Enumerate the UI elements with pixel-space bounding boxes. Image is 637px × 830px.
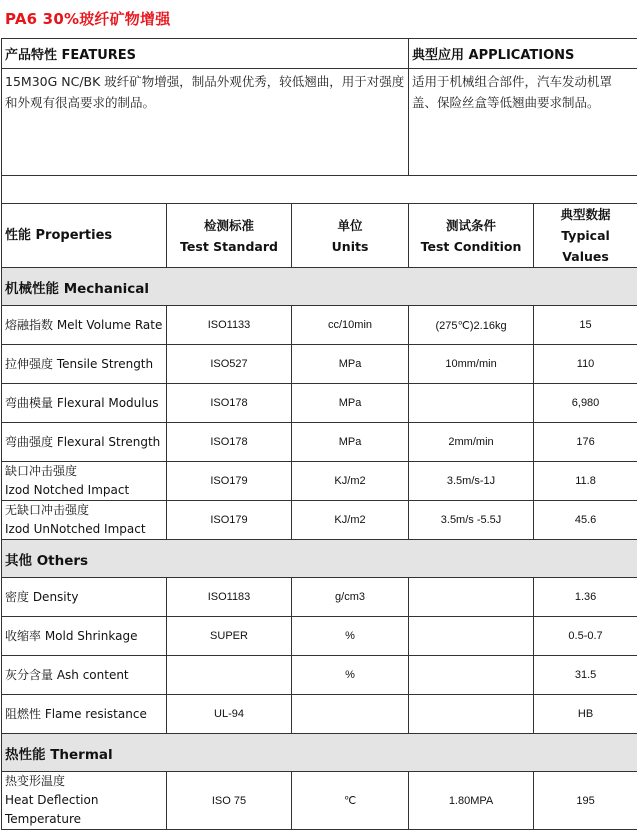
unit-cell: g/cm3 — [292, 578, 409, 617]
col-standard-cn: 检测标准 — [170, 215, 288, 236]
value-cell: 11.8 — [534, 462, 637, 501]
unit-cell: cc/10min — [292, 306, 409, 345]
column-header-row — [2, 204, 637, 268]
unit-cell: % — [292, 656, 409, 695]
section-body-row — [2, 69, 637, 176]
standard-cell: ISO1133 — [167, 306, 292, 345]
property-line: Temperature — [5, 810, 163, 829]
property-line: 热变形温度 — [5, 772, 163, 791]
value-cell: 195 — [534, 772, 637, 830]
condition-cell: 3.5m/s-1J — [409, 462, 534, 501]
value-cell: 110 — [534, 345, 637, 384]
property-line: 弯曲模量 Flexural Modulus — [5, 394, 163, 413]
datasheet-table — [1, 38, 637, 830]
table-row — [2, 656, 637, 695]
col-value-cn: 典型数据 — [537, 204, 634, 225]
property-cell — [2, 695, 167, 734]
col-standard-en: Test Standard — [170, 236, 288, 257]
value-cell: 31.5 — [534, 656, 637, 695]
property-line: 无缺口冲击强度 — [5, 501, 163, 520]
property-line: 缺口冲击强度 — [5, 462, 163, 481]
table-row — [2, 772, 637, 830]
section-header-row — [2, 39, 637, 69]
table-row — [2, 578, 637, 617]
value-cell: 0.5-0.7 — [534, 617, 637, 656]
table-row — [2, 423, 637, 462]
condition-cell — [409, 384, 534, 423]
standard-cell — [167, 656, 292, 695]
property-line: 密度 Density — [5, 588, 163, 607]
property-cell — [2, 423, 167, 462]
property-line: 弯曲强度 Flexural Strength — [5, 433, 163, 452]
col-condition-en: Test Condition — [412, 236, 530, 257]
condition-cell — [409, 617, 534, 656]
unit-cell: ℃ — [292, 772, 409, 830]
spacer-row — [2, 176, 637, 204]
unit-cell: MPa — [292, 384, 409, 423]
col-property: 性能 Properties — [2, 204, 167, 268]
unit-cell: MPa — [292, 423, 409, 462]
property-cell — [2, 578, 167, 617]
property-cell — [2, 462, 167, 501]
col-condition-cn: 测试条件 — [412, 215, 530, 236]
standard-cell: ISO 75 — [167, 772, 292, 830]
features-heading: 产品特性 FEATURES — [2, 39, 409, 69]
col-unit-en: Units — [295, 236, 405, 257]
document-title: PA6 30%玻纤矿物增强 — [5, 8, 170, 29]
value-cell: 15 — [534, 306, 637, 345]
unit-cell: KJ/m2 — [292, 501, 409, 540]
standard-cell: ISO179 — [167, 501, 292, 540]
table-row — [2, 462, 637, 501]
group-header-row — [2, 268, 637, 306]
property-cell — [2, 501, 167, 540]
property-cell — [2, 772, 167, 830]
condition-cell: 10mm/min — [409, 345, 534, 384]
col-unit-cn: 单位 — [295, 215, 405, 236]
condition-cell — [409, 695, 534, 734]
group-header-row — [2, 540, 637, 578]
table-row — [2, 617, 637, 656]
property-cell — [2, 656, 167, 695]
property-line: 拉伸强度 Tensile Strength — [5, 355, 163, 374]
property-line: Izod Notched Impact — [5, 481, 163, 500]
property-cell — [2, 617, 167, 656]
unit-cell: MPa — [292, 345, 409, 384]
property-cell — [2, 384, 167, 423]
col-value — [534, 204, 637, 268]
standard-cell: ISO179 — [167, 462, 292, 501]
group-title: 机械性能 Mechanical — [2, 268, 637, 306]
value-cell: HB — [534, 695, 637, 734]
features-text: 15M30G NC/BK 玻纤矿物增强，制品外观优秀，较低翘曲，用于对强度和外观有很高要求的制品。 — [2, 69, 409, 176]
table-row — [2, 501, 637, 540]
standard-cell: UL-94 — [167, 695, 292, 734]
condition-cell: 3.5m/s -5.5J — [409, 501, 534, 540]
condition-cell — [409, 656, 534, 695]
property-line: 灰分含量 Ash content — [5, 666, 163, 685]
unit-cell: % — [292, 617, 409, 656]
standard-cell: ISO178 — [167, 384, 292, 423]
applications-heading: 典型应用 APPLICATIONS — [409, 39, 637, 69]
condition-cell: 1.80MPA — [409, 772, 534, 830]
condition-cell — [409, 578, 534, 617]
table-row — [2, 345, 637, 384]
value-cell: 176 — [534, 423, 637, 462]
value-cell: 45.6 — [534, 501, 637, 540]
property-line: 熔融指数 Melt Volume Rate — [5, 316, 163, 335]
standard-cell: ISO178 — [167, 423, 292, 462]
standard-cell: ISO1183 — [167, 578, 292, 617]
table-row — [2, 384, 637, 423]
table-row — [2, 695, 637, 734]
col-condition — [409, 204, 534, 268]
condition-cell: (275℃)2.16kg — [409, 306, 534, 345]
property-cell — [2, 345, 167, 384]
group-title: 热性能 Thermal — [2, 734, 637, 772]
unit-cell: KJ/m2 — [292, 462, 409, 501]
condition-cell: 2mm/min — [409, 423, 534, 462]
col-standard — [167, 204, 292, 268]
property-line: Heat Deflection — [5, 791, 163, 810]
standard-cell: ISO527 — [167, 345, 292, 384]
property-line: 收缩率 Mold Shrinkage — [5, 627, 163, 646]
standard-cell: SUPER — [167, 617, 292, 656]
spacer-cell — [2, 176, 637, 204]
col-value-en: Typical Values — [537, 225, 634, 267]
unit-cell — [292, 695, 409, 734]
property-cell — [2, 306, 167, 345]
group-title: 其他 Others — [2, 540, 637, 578]
table-row — [2, 306, 637, 345]
group-header-row — [2, 734, 637, 772]
applications-text: 适用于机械组合部件，汽车发动机罩盖、保险丝盒等低翘曲要求制品。 — [409, 69, 637, 176]
col-unit — [292, 204, 409, 268]
property-line: 阻燃性 Flame resistance — [5, 705, 163, 724]
value-cell: 1.36 — [534, 578, 637, 617]
value-cell: 6,980 — [534, 384, 637, 423]
property-line: Izod UnNotched Impact — [5, 520, 163, 539]
